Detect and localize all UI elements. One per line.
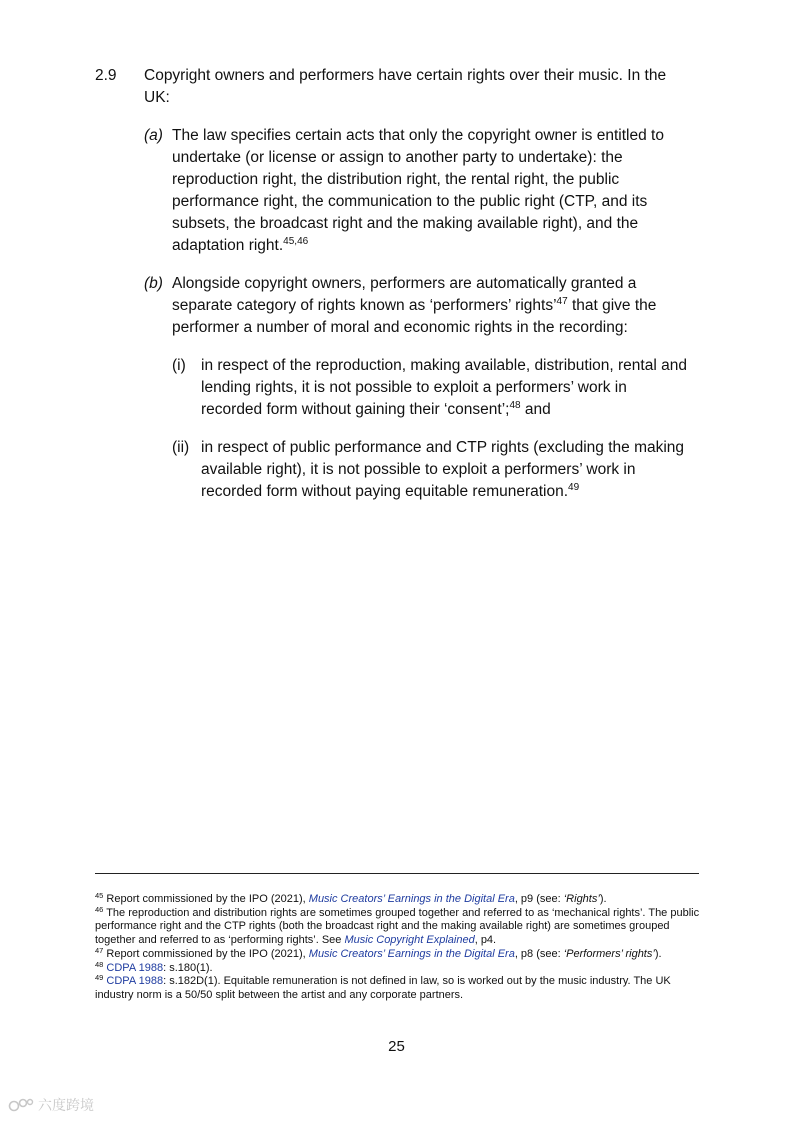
footnote-text: ). xyxy=(654,947,662,960)
watermark xyxy=(8,1095,94,1115)
footnote-ref-48[interactable]: 48 xyxy=(509,400,521,411)
page-number: 25 xyxy=(388,1038,405,1055)
footnote-45 xyxy=(95,893,705,907)
footnote-text: : s.180(1). xyxy=(163,961,213,974)
item-b xyxy=(144,273,705,339)
footnote-number: 48 xyxy=(95,959,104,969)
footnote-number: 45 xyxy=(95,891,104,900)
item-a-label: (a) xyxy=(144,127,163,144)
item-i-label: (i) xyxy=(172,357,186,374)
item-b-body-start: Alongside copyright owners, performers are automatically granted a separate category of rights known as ‘performers’ rights’ xyxy=(172,275,637,314)
footnote-text: Report commissioned by the IPO (2021), xyxy=(103,947,309,960)
item-i-text xyxy=(201,355,691,421)
footnotes xyxy=(95,893,705,1003)
item-b-label: (b) xyxy=(144,275,163,292)
footnote-48 xyxy=(95,959,705,976)
footnote-text: : s.182D(1). Equitable remuneration is not defined in law, so is worked out by the music industry. The UK industry norm is a 50/50 split between the artist and any corporate partners. xyxy=(95,975,671,1001)
item-b-text xyxy=(172,273,689,339)
item-a-body: The law specifies certain acts that only the copyright owner is entitled to undertake (or license or assign to another party to undertake): the reproduction right, the distribution right, the rental right, the public performance right, the communication to the public right (CTP, and its subsets, the broadcast right and the making available right), and the adaptation right. xyxy=(172,127,664,254)
footnote-49 xyxy=(95,975,705,1002)
footnote-text: , p4. xyxy=(474,934,497,947)
item-a xyxy=(144,125,705,257)
footnote-text: The reproduction and distribution rights are sometimes grouped together and referred to as ‘mechanical rights’. The public performance right and the CTP rights (both the broadcast right and the making available right) are sometimes grouped together and referred to as ‘performing rights’. See xyxy=(95,906,700,947)
cdpa-1988-link[interactable]: CDPA 1988 xyxy=(106,961,164,974)
footnote-text: Report commissioned by the IPO (2021), xyxy=(103,893,309,905)
footnote-number: 49 xyxy=(95,973,104,983)
footnote-ref-49[interactable]: 49 xyxy=(568,482,580,493)
item-ii xyxy=(172,437,705,503)
music-creators-earnings-link[interactable]: Music Creators’ Earnings in the Digital Era xyxy=(308,893,515,905)
cdpa-1988-link[interactable]: CDPA 1988 xyxy=(106,975,164,988)
item-a-text xyxy=(172,125,689,257)
music-copyright-explained-link[interactable]: Music Copyright Explained xyxy=(344,934,475,947)
watermark-logo-icon xyxy=(8,1097,34,1113)
footnote-text: , p9 (see: xyxy=(514,893,564,905)
footnote-emphasis: ‘Performers’ rights’ xyxy=(563,947,655,960)
paragraph-number: 2.9 xyxy=(95,67,117,84)
item-ii-text xyxy=(201,437,691,503)
footnote-46 xyxy=(95,904,705,948)
footnote-text: ). xyxy=(599,893,607,905)
item-i-tail: and xyxy=(520,401,551,418)
item-ii-label: (ii) xyxy=(172,439,190,456)
item-i xyxy=(172,355,705,421)
footnote-number: 47 xyxy=(95,945,104,955)
footnote-emphasis: ‘Rights’ xyxy=(563,893,600,905)
footnote-ref-45-46[interactable]: 45,46 xyxy=(283,236,309,247)
footnote-47 xyxy=(95,945,705,962)
paragraph-text: Copyright owners and performers have certain rights over their music. In the UK: xyxy=(144,67,667,106)
footnote-separator xyxy=(95,873,699,874)
footnote-text: , p8 (see: xyxy=(514,947,564,960)
footnote-number: 46 xyxy=(95,904,104,914)
item-b-body-end: that give the performer a number of moral and economic rights in the recording: xyxy=(172,297,657,336)
watermark-text: 六度跨境 xyxy=(38,1097,94,1113)
footnote-ref-47[interactable]: 47 xyxy=(556,296,568,307)
item-ii-body: in respect of public performance and CTP rights (excluding the making available right), it is not possible to exploit a performers’ work in recorded form without paying equitable remuneration. xyxy=(201,439,685,500)
music-creators-earnings-link[interactable]: Music Creators’ Earnings in the Digital Era xyxy=(308,947,515,960)
item-i-body: in respect of the reproduction, making available, distribution, rental and lending rights, it is not possible to exploit a performers’ work in recorded form without gaining their ‘consent’; xyxy=(201,357,687,418)
main-content xyxy=(95,65,705,503)
paragraph-2-9 xyxy=(95,65,705,109)
